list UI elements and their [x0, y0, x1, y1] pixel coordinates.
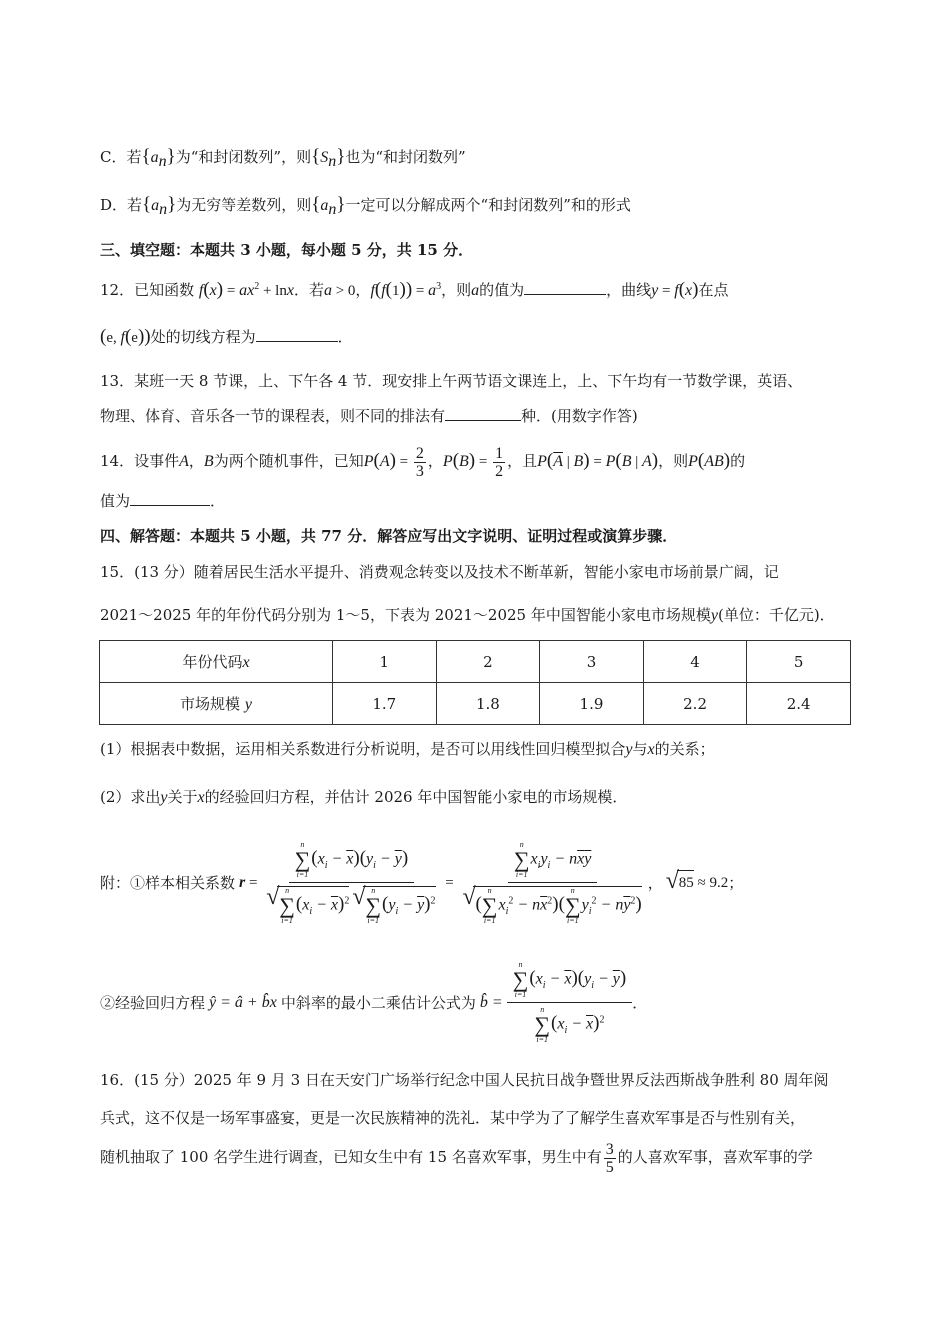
market-size-table: [99, 640, 851, 725]
table-cell: 2.4: [747, 683, 851, 725]
table-row: [100, 683, 851, 725]
fraction: $\frac{1}{2}$: [495, 444, 504, 480]
table-cell: 1.8: [436, 683, 540, 725]
question-16-line-3: 随机抽取了 100 名学生进行调查，已知女生中有 15 名喜欢军事，男生中有 $\frac{3}{5}$ 的人喜欢军事，喜欢军事的学: [100, 1140, 813, 1176]
table-cell: 2: [436, 641, 540, 683]
question-14-line-2: 值为 ．: [100, 492, 226, 510]
question-12-line-1: 12．已知函数 $f(x) = ax^2 + \ln x$．若a > 0，$f(f(1)) = a^3$，则a的值为 ，曲线y = f(x)在点: [100, 279, 729, 300]
question-15-line-1: 15．(13 分）随着居民生活水平提升、消费观念转变以及技术不断革新，智能小家电市场前景广阔，记: [100, 563, 779, 581]
table-cell: 1: [333, 641, 437, 683]
question-15-part-2: (2）求出y关于x的经验回归方程，并估计 2026 年中国智能小家电的市场规模．: [100, 788, 628, 806]
section-4-heading: 四、解答题：本题共 5 小题，共 77 分．解答应写出文字说明、证明过程或演算步骤．: [100, 527, 678, 545]
table-header-cell: 市场规模 y: [100, 683, 333, 725]
question-14-line-1: 14．设事件A，B为两个随机事件，已知P(A) = $\frac{2}{3}$ ，P(B) = $\frac{1}{2}$ ，且$P(\overline{A}$ | B) = P(B | A)，则P(AB)的: [100, 444, 746, 480]
answer-blank[interactable]: [445, 406, 521, 421]
table-cell: 5: [747, 641, 851, 683]
answer-blank[interactable]: [256, 327, 338, 342]
correlation-formula: 附：①样本相关系数 r = n ∑ i=1 $(x_i - \overline{x})(y_i - \overline{y})$ √ n ∑ i=1 $(x_i - \overline{x})^2$ √ n ∑ i=1 $(y_i - \overline{y})^2$ = n ∑ i=1 $x_iy_i - n\overline{x}\overline{y}$ √ ( n ∑ i=1 $x_i^2 - n\overline{x}^2$)( n ∑ i=1 $y_i^2 - n\overline{y}^2$) ， √ 85 ≈ 9.2 ；: [100, 830, 852, 935]
fraction: $\frac{3}{5}$: [605, 1140, 614, 1176]
table-cell: 2.2: [643, 683, 747, 725]
fraction: n ∑ i=1 $x_iy_i - n\overline{x}\overline{y}$ √ ( n ∑ i=1 $x_i^2 - n\overline{x}^2$)( n ∑ i=1 $y_i^2 - n\overline{y}^2$): [457, 841, 647, 925]
question-16-line-1: 16．(15 分）2025 年 9 月 3 日在天安门广场举行纪念中国人民抗日战争暨世界反法西斯战争胜利 80 周年阅: [100, 1071, 829, 1089]
table-cell: 1.7: [333, 683, 437, 725]
fraction: n ∑ i=1 $(x_i - \overline{x})(y_i - \overline{y})$ n ∑ i=1 $(x_i - \overline{x})^2$: [507, 961, 633, 1044]
question-16-line-2: 兵式，这不仅是一场军事盛宴，更是一次民族精神的洗礼．某中学为了了解学生喜欢军事是否与性别有关，: [100, 1109, 806, 1127]
table-cell: 3: [540, 641, 644, 683]
table-row: [100, 641, 851, 683]
regression-formula: ②经验回归方程 ŷ = â + b̂x 中斜率的最小二乘估计公式为 b̂ = n ∑ i=1 $(x_i - \overline{x})(y_i - \overline{y})$ n ∑ i=1 $(x_i - \overline{x})^2$ ．: [100, 960, 648, 1044]
fraction: $\frac{2}{3}$: [415, 444, 424, 480]
answer-blank[interactable]: [524, 280, 606, 295]
answer-blank[interactable]: [130, 491, 210, 506]
fraction: n ∑ i=1 $(x_i - \overline{x})(y_i - \overline{y})$ √ n ∑ i=1 $(x_i - \overline{x})^2$ √ n ∑ i=1 $(y_i - \overline{y})^2$: [261, 841, 441, 925]
table-cell: 4: [643, 641, 747, 683]
option-c: C．若$\{a_n\}$为“和封闭数列”，则$\{S_n\}$也为“和封闭数列”: [100, 146, 466, 170]
table-cell: 1.9: [540, 683, 644, 725]
section-3-heading: 三、填空题：本题共 3 小题，每小题 5 分，共 15 分．: [100, 241, 474, 259]
option-d: D．若$\{a_n\}$为无穷等差数列，则$\{a_n\}$一定可以分解成两个“和封闭数列”和的形式: [100, 194, 631, 218]
question-13-line-2: 物理、体育、音乐各一节的课程表，则不同的排法有 种．(用数字作答): [100, 407, 638, 425]
question-13-line-1: 13．某班一天 8 节课，上、下午各 4 节．现安排上午两节语文课连上，上、下午均有一节数学课，英语、: [100, 372, 803, 390]
question-12-line-2: (e, f(e))处的切线方程为 ．: [100, 326, 353, 347]
question-15-part-1: (1）根据表中数据，运用相关系数进行分析说明，是否可以用线性回归模型拟合y与x的关系；: [100, 740, 715, 758]
table-header-cell: 年份代码x: [100, 641, 333, 683]
question-15-line-2: 2021～2025 年的年份代码分别为 1～5，下表为 2021～2025 年中国智能小家电市场规模y(单位：千亿元)．: [100, 606, 835, 624]
